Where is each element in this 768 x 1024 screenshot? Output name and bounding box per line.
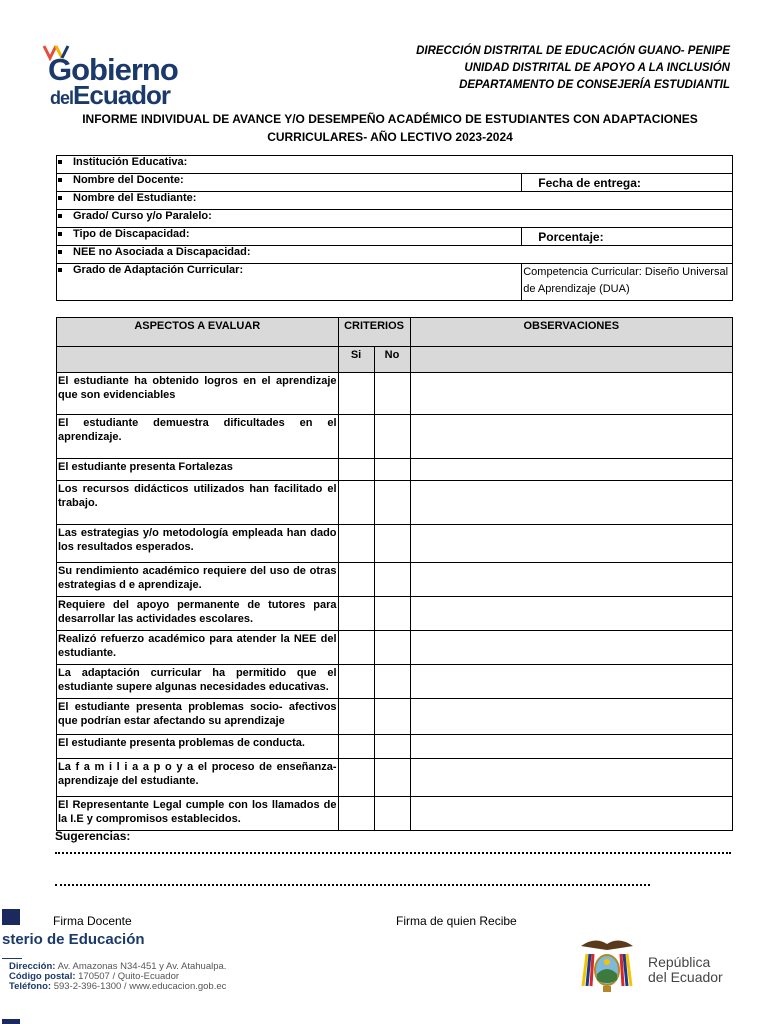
observation-cell[interactable] bbox=[410, 631, 733, 665]
si-cell[interactable] bbox=[338, 797, 374, 831]
header-line: DEPARTAMENTO DE CONSEJERÍA ESTUDIANTIL bbox=[459, 79, 730, 91]
contact-direccion: Dirección: Av. Amazonas N34-451 y Av. Atahualpa. bbox=[9, 961, 227, 972]
aspect-text: Realizó refuerzo académico para atender la NEE del estudiante. bbox=[57, 631, 339, 665]
si-cell[interactable] bbox=[338, 415, 374, 459]
aspect-text: El Representante Legal cumple con los llamados de la I.E y compromisos establecidos. bbox=[57, 797, 339, 831]
no-cell[interactable] bbox=[374, 631, 410, 665]
table-row bbox=[57, 373, 733, 415]
table-row bbox=[57, 525, 733, 563]
observation-cell[interactable] bbox=[410, 481, 733, 525]
col-criterios: CRITERIOS bbox=[338, 318, 410, 347]
field-grado-adaptacion[interactable]: Grado de Adaptación Curricular: bbox=[57, 264, 522, 301]
logo-text-ecuador: delEcuador bbox=[50, 80, 171, 110]
no-cell[interactable] bbox=[374, 797, 410, 831]
observation-cell[interactable] bbox=[410, 373, 733, 415]
table-row bbox=[57, 699, 733, 735]
col-observaciones-blank bbox=[410, 347, 733, 373]
table-row bbox=[57, 665, 733, 699]
no-cell[interactable] bbox=[374, 665, 410, 699]
si-cell[interactable] bbox=[338, 631, 374, 665]
aspect-text: El estudiante presenta problemas socio- afectivos que podrían estar afectando su aprendizaje bbox=[57, 699, 339, 735]
no-cell[interactable] bbox=[374, 563, 410, 597]
republica-text: República del Ecuador bbox=[648, 954, 723, 985]
sugerencias-line[interactable] bbox=[55, 852, 731, 854]
field-estudiante[interactable]: Nombre del Estudiante: bbox=[57, 192, 733, 210]
no-cell[interactable] bbox=[374, 525, 410, 563]
eval-header-row bbox=[57, 318, 733, 347]
footer-square-icon bbox=[2, 909, 20, 925]
info-row bbox=[57, 174, 733, 192]
sugerencias-line[interactable] bbox=[55, 884, 650, 886]
aspect-text: Los recursos didácticos utilizados han facilitado el trabajo. bbox=[57, 481, 339, 525]
no-cell[interactable] bbox=[374, 481, 410, 525]
observation-cell[interactable] bbox=[410, 563, 733, 597]
field-institucion[interactable]: Institución Educativa: bbox=[57, 156, 733, 174]
si-cell[interactable] bbox=[338, 597, 374, 631]
aspect-text: La f a m i l i a a p o y a el proceso de enseñanza-aprendizaje del estudiante. bbox=[57, 759, 339, 797]
table-row bbox=[57, 597, 733, 631]
field-grado[interactable]: Grado/ Curso y/o Paralelo: bbox=[57, 210, 733, 228]
table-row bbox=[57, 631, 733, 665]
aspect-text: El estudiante demuestra dificultades en el aprendizaje. bbox=[57, 415, 339, 459]
observation-cell[interactable] bbox=[410, 597, 733, 631]
info-row bbox=[57, 156, 733, 174]
si-cell[interactable] bbox=[338, 699, 374, 735]
logo-text-gobierno: Gobierno bbox=[48, 52, 178, 87]
col-aspectos: ASPECTOS A EVALUAR bbox=[57, 318, 339, 347]
no-cell[interactable] bbox=[374, 597, 410, 631]
aspect-text: El estudiante ha obtenido logros en el aprendizaje que son evidenciables bbox=[57, 373, 339, 415]
info-row bbox=[57, 210, 733, 228]
footer-bar bbox=[2, 1019, 20, 1024]
document-title: INFORME INDIVIDUAL DE AVANCE Y/O DESEMPEÑO ACADÉMICO DE ESTUDIANTES CON ADAPTACIONES CURRICULARES- AÑO LECTIVO 2023-2024 bbox=[82, 112, 698, 144]
observation-cell[interactable] bbox=[410, 525, 733, 563]
no-cell[interactable] bbox=[374, 759, 410, 797]
header-institution bbox=[416, 43, 730, 94]
si-cell[interactable] bbox=[338, 563, 374, 597]
si-cell[interactable] bbox=[338, 665, 374, 699]
no-cell[interactable] bbox=[374, 735, 410, 759]
si-cell[interactable] bbox=[338, 481, 374, 525]
no-cell[interactable] bbox=[374, 415, 410, 459]
escudo-icon bbox=[577, 936, 637, 996]
no-cell[interactable] bbox=[374, 373, 410, 415]
si-cell[interactable] bbox=[338, 373, 374, 415]
eval-subheader-row bbox=[57, 347, 733, 373]
field-porcentaje[interactable]: Porcentaje: bbox=[522, 228, 733, 246]
field-competencia[interactable]: Competencia Curricular: Diseño Universal de Aprendizaje (DUA) bbox=[522, 264, 733, 301]
divider bbox=[2, 958, 22, 959]
field-fecha[interactable]: Fecha de entrega: bbox=[522, 174, 733, 192]
header-line: UNIDAD DISTRITAL DE APOYO A LA INCLUSIÓN bbox=[464, 62, 730, 74]
si-cell[interactable] bbox=[338, 525, 374, 563]
field-nee[interactable]: NEE no Asociada a Discapacidad: bbox=[57, 246, 733, 264]
col-observaciones: OBSERVACIONES bbox=[410, 318, 733, 347]
table-row bbox=[57, 415, 733, 459]
observation-cell[interactable] bbox=[410, 415, 733, 459]
col-aspectos-blank bbox=[57, 347, 339, 373]
contact-postal: Código postal: 170507 / Quito-Ecuador bbox=[9, 971, 180, 982]
header-line: DIRECCIÓN DISTRITAL DE EDUCACIÓN GUANO- PENIPE bbox=[416, 45, 730, 57]
aspect-text: Su rendimiento académico requiere del uso de otras estrategias d e aprendizaje. bbox=[57, 563, 339, 597]
sugerencias-label: Sugerencias: bbox=[55, 829, 131, 843]
aspect-text: Las estrategias y/o metodología empleada han dado los resultados esperados. bbox=[57, 525, 339, 563]
contact-telefono: Teléfono: 593-2-396-1300 / www.educacion.gob.ec bbox=[9, 981, 227, 992]
no-cell[interactable] bbox=[374, 699, 410, 735]
info-row bbox=[57, 246, 733, 264]
si-cell[interactable] bbox=[338, 459, 374, 481]
col-no: No bbox=[374, 347, 410, 373]
table-row bbox=[57, 459, 733, 481]
observation-cell[interactable] bbox=[410, 797, 733, 831]
observation-cell[interactable] bbox=[410, 665, 733, 699]
table-row bbox=[57, 735, 733, 759]
observation-cell[interactable] bbox=[410, 459, 733, 481]
col-si: Si bbox=[338, 347, 374, 373]
aspect-text: La adaptación curricular ha permitido que el estudiante supere algunas necesidades educativas. bbox=[57, 665, 339, 699]
firma-docente-label: Firma Docente bbox=[53, 914, 132, 928]
info-row bbox=[57, 228, 733, 246]
si-cell[interactable] bbox=[338, 735, 374, 759]
aspect-text: El estudiante presenta Fortalezas bbox=[57, 459, 339, 481]
observation-cell[interactable] bbox=[410, 759, 733, 797]
info-table bbox=[56, 155, 733, 301]
field-tipo-discapacidad[interactable]: Tipo de Discapacidad: bbox=[57, 228, 522, 246]
ministerio-name: sterio de Educación bbox=[2, 931, 145, 948]
si-cell[interactable] bbox=[338, 759, 374, 797]
table-row bbox=[57, 797, 733, 831]
info-row bbox=[57, 264, 733, 301]
contact-info bbox=[9, 962, 226, 992]
firma-recibe-label: Firma de quien Recibe bbox=[396, 914, 517, 928]
field-docente[interactable]: Nombre del Docente: bbox=[57, 174, 522, 192]
table-row bbox=[57, 563, 733, 597]
info-row bbox=[57, 192, 733, 210]
observation-cell[interactable] bbox=[410, 699, 733, 735]
aspect-text: El estudiante presenta problemas de conducta. bbox=[57, 735, 339, 759]
aspect-text: Requiere del apoyo permanente de tutores para desarrollar las actividades escolares. bbox=[57, 597, 339, 631]
table-row bbox=[57, 759, 733, 797]
table-row bbox=[57, 481, 733, 525]
evaluation-table bbox=[56, 317, 733, 831]
observation-cell[interactable] bbox=[410, 735, 733, 759]
no-cell[interactable] bbox=[374, 459, 410, 481]
gobierno-logo bbox=[42, 42, 192, 108]
